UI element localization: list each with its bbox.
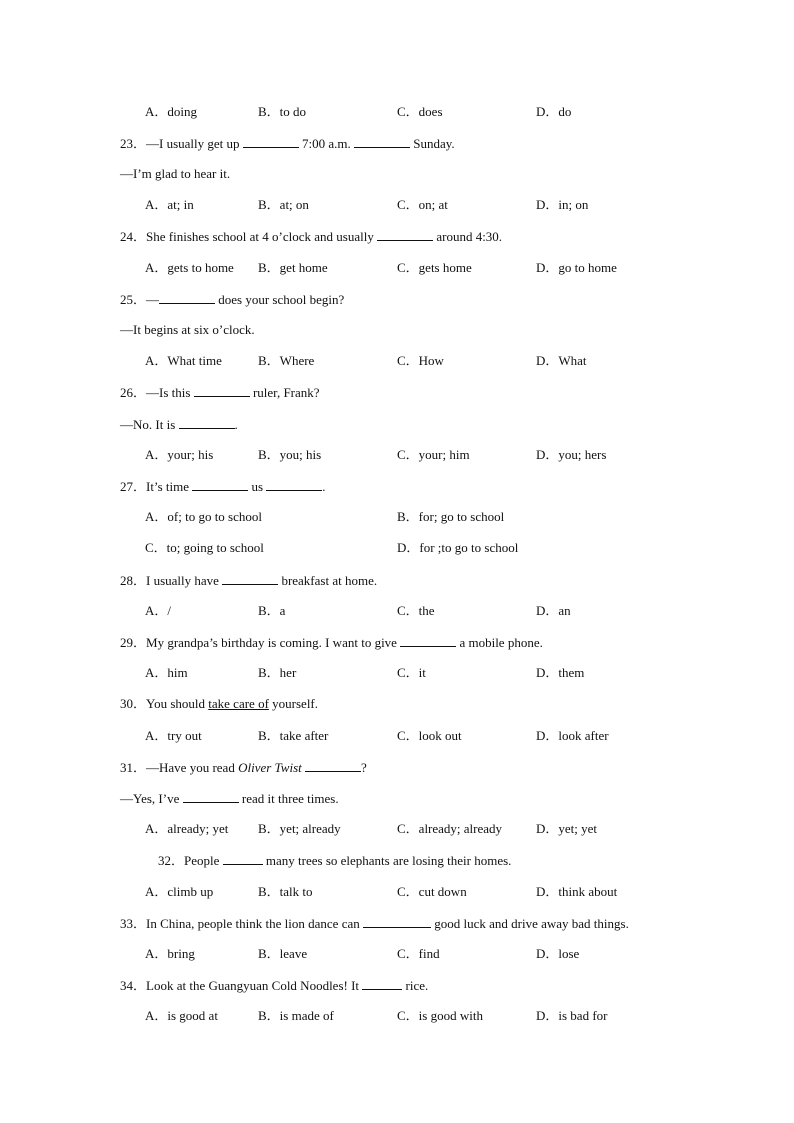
option-a: A．him <box>145 665 188 680</box>
option-c: C．it <box>397 665 426 680</box>
option-d: D．is bad for <box>536 1008 608 1023</box>
option-b: B．talk to <box>258 884 313 899</box>
option-d: D．yet; yet <box>536 821 598 836</box>
option-d: D．look after <box>536 728 609 743</box>
option-c: C．your; him <box>397 447 470 462</box>
question-31: 31．—Have you read Oliver Twist ? <box>120 760 367 775</box>
option-d: D．an <box>536 603 571 618</box>
option-d: D．for ;to go to school <box>397 540 519 555</box>
option-d: D．do <box>536 104 572 119</box>
question-34: 34．Look at the Guangyuan Cold Noodles! It rice. <box>120 978 429 993</box>
blank <box>363 915 431 928</box>
option-b: B．for; go to school <box>397 509 505 524</box>
blank <box>266 478 322 491</box>
q31-options <box>0 821 794 837</box>
q24-options <box>0 260 794 276</box>
option-b: B．to do <box>258 104 307 119</box>
q28-options <box>0 603 794 619</box>
blank <box>305 759 361 772</box>
blank <box>354 135 410 148</box>
question-32: 32．People many trees so elephants are losing their homes. <box>158 853 512 868</box>
option-b: B．get home <box>258 260 328 275</box>
q33-options <box>0 946 794 962</box>
option-c: C．find <box>397 946 440 961</box>
option-a: A．at; in <box>145 197 194 212</box>
option-d: D．in; on <box>536 197 589 212</box>
option-d: D．What <box>536 353 587 368</box>
option-c: C．to; going to school <box>145 540 264 555</box>
question-23: 23．—I usually get up 7:00 a.m. Sunday. <box>120 136 455 151</box>
blank <box>243 135 299 148</box>
option-c: C．is good with <box>397 1008 483 1023</box>
option-d: D．you; hers <box>536 447 607 462</box>
blank <box>194 384 250 397</box>
q30-options <box>0 728 794 744</box>
option-a: A．of; to go to school <box>145 509 262 524</box>
option-c: C．the <box>397 603 435 618</box>
option-b: B．leave <box>258 946 308 961</box>
question-25: 25．— does your school begin? <box>120 292 345 307</box>
option-b: B．take after <box>258 728 329 743</box>
q27-options-row1 <box>0 509 794 525</box>
option-d: D．go to home <box>536 260 617 275</box>
option-c: C．already; already <box>397 821 503 836</box>
q23-options <box>0 197 794 213</box>
q26-reply: —No. It is . <box>120 417 238 432</box>
blank <box>377 228 433 241</box>
q23-reply: —I’m glad to hear it. <box>120 166 231 181</box>
option-a: A．bring <box>145 946 195 961</box>
blank <box>179 416 235 429</box>
option-a: A．is good at <box>145 1008 218 1023</box>
option-d: D．lose <box>536 946 580 961</box>
question-27: 27．It’s time us . <box>120 479 326 494</box>
question-28: 28．I usually have breakfast at home. <box>120 573 378 588</box>
option-c: C．on; at <box>397 197 448 212</box>
option-b: B．Where <box>258 353 315 368</box>
option-a: A．your; his <box>145 447 214 462</box>
q29-options <box>0 665 794 681</box>
q31-reply: —Yes, I’ve read it three times. <box>120 791 339 806</box>
option-b: B．her <box>258 665 297 680</box>
blank <box>362 977 402 990</box>
q34-options <box>0 1008 794 1024</box>
option-b: B．a <box>258 603 286 618</box>
option-b: B．yet; already <box>258 821 341 836</box>
option-a: A．already; yet <box>145 821 229 836</box>
blank <box>183 790 239 803</box>
blank <box>192 478 248 491</box>
option-a: A．gets to home <box>145 260 234 275</box>
option-c: C．How <box>397 353 444 368</box>
question-24: 24．She finishes school at 4 o’clock and usually around 4:30. <box>120 229 503 244</box>
question-26: 26．—Is this ruler, Frank? <box>120 385 320 400</box>
underlined-phrase: take care of <box>208 696 269 711</box>
question-30: 30．You should take care of yourself. <box>120 696 319 711</box>
option-c: C．gets home <box>397 260 472 275</box>
option-c: C．does <box>397 104 443 119</box>
question-29: 29．My grandpa’s birthday is coming. I want to give a mobile phone. <box>120 635 543 650</box>
option-a: A．climb up <box>145 884 214 899</box>
blank <box>222 572 278 585</box>
option-a: A．/ <box>145 603 172 618</box>
blank <box>400 634 456 647</box>
q27-options-row2 <box>0 540 794 556</box>
question-33: 33．In China, people think the lion dance can good luck and drive away bad things. <box>120 916 629 931</box>
q26-options <box>0 447 794 463</box>
option-a: A．doing <box>145 104 198 119</box>
option-b: B．is made of <box>258 1008 334 1023</box>
blank <box>159 291 215 304</box>
option-d: D．think about <box>536 884 618 899</box>
option-c: C．look out <box>397 728 462 743</box>
q32-options <box>0 884 794 900</box>
option-a: A．try out <box>145 728 202 743</box>
book-title: Oliver Twist <box>238 760 302 775</box>
option-d: D．them <box>536 665 585 680</box>
option-c: C．cut down <box>397 884 467 899</box>
q25-reply: —It begins at six o’clock. <box>120 322 255 337</box>
option-b: B．at; on <box>258 197 309 212</box>
option-b: B．you; his <box>258 447 322 462</box>
q22-options <box>0 104 794 120</box>
q25-options <box>0 353 794 369</box>
option-a: A．What time <box>145 353 222 368</box>
blank <box>223 852 263 865</box>
